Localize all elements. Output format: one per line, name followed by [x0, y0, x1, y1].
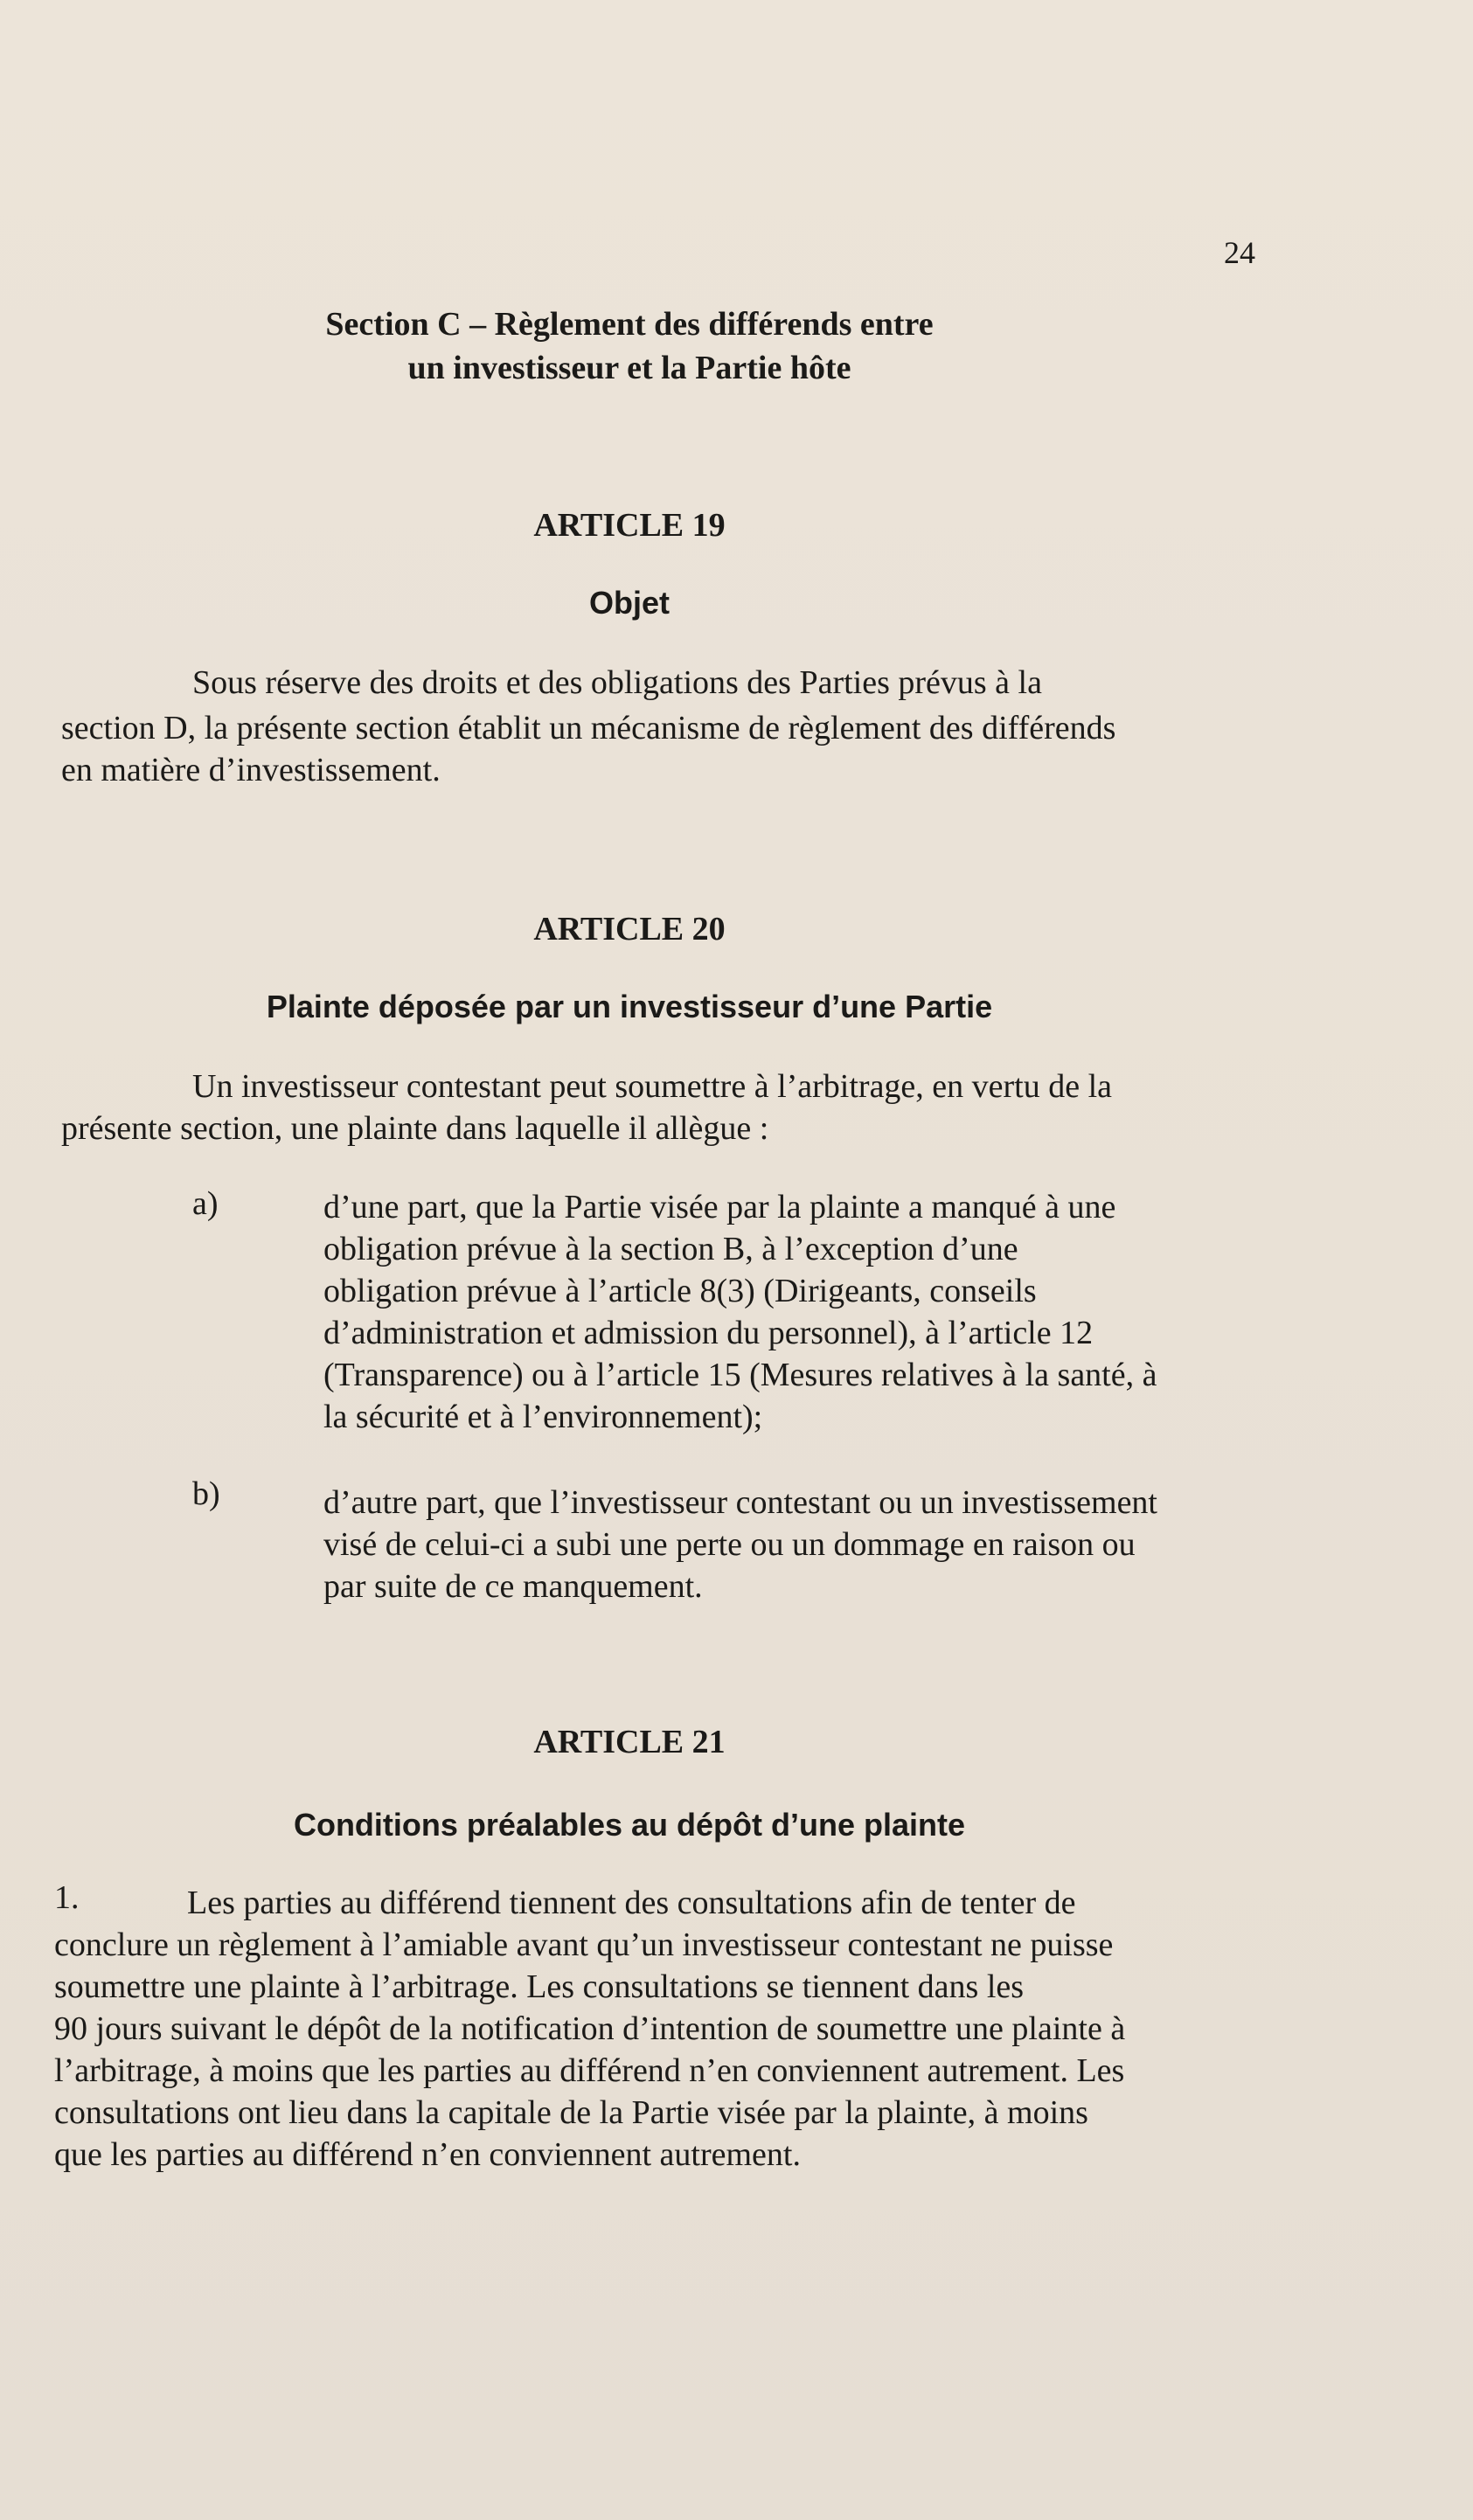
article-20-subheading: Plainte déposée par un investisseur d’une Partie — [266, 989, 993, 1024]
article-20-item-a-line-4: d’administration et admission du personnel), à l’article 12 — [323, 1315, 1094, 1351]
article-19-line-1: Sous réserve des droits et des obligations des Parties prévus à la — [192, 664, 1042, 701]
article-21-paragraph-1-line-7: que les parties au différend n’en conviennent autrement. — [54, 2136, 801, 2173]
article-20-item-b-line-2: visé de celui-ci a subi une perte ou un dommage en raison ou — [323, 1526, 1136, 1563]
article-19-line-2: section D, la présente section établit un mécanisme de règlement des différends — [61, 710, 1116, 746]
article-21-paragraph-1-line-6: consultations ont lieu dans la capitale de la Partie visée par la plainte, à moins — [54, 2094, 1088, 2131]
article-21-paragraph-1-number: 1. — [54, 1879, 80, 1916]
article-20-item-b-label: b) — [192, 1475, 220, 1512]
article-20-item-a-line-1: d’une part, que la Partie visée par la plainte a manqué à une — [323, 1189, 1116, 1225]
section-title-line-2: un investisseur et la Partie hôte — [407, 350, 851, 386]
article-21-paragraph-1-line-4: 90 jours suivant le dépôt de la notification d’intention de soumettre une plainte à — [54, 2010, 1126, 2047]
article-21-paragraph-1-line-1: Les parties au différend tiennent des consultations afin de tenter de — [187, 1885, 1076, 1921]
section-title-line-1: Section C – Règlement des différends entre — [325, 306, 934, 343]
article-20-item-b-line-1: d’autre part, que l’investisseur contestant ou un investissement — [323, 1484, 1157, 1521]
article-19-heading: ARTICLE 19 — [533, 507, 726, 544]
article-20-intro-line-1: Un investisseur contestant peut soumettre à l’arbitrage, en vertu de la — [192, 1068, 1113, 1105]
article-20-item-a-line-6: la sécurité et à l’environnement); — [323, 1399, 763, 1435]
article-19-line-3: en matière d’investissement. — [61, 752, 441, 788]
article-21-subheading: Conditions préalables au dépôt d’une plainte — [293, 1807, 966, 1843]
article-20-item-a-line-2: obligation prévue à la section B, à l’exception d’une — [323, 1231, 1018, 1267]
page-number: 24 — [1224, 235, 1255, 270]
article-21-heading: ARTICLE 21 — [533, 1724, 726, 1760]
article-21-paragraph-1-line-3: soumettre une plainte à l’arbitrage. Les consultations se tiennent dans les — [54, 1968, 1025, 2005]
article-20-intro-line-2: présente section, une plainte dans laquelle il allègue : — [61, 1110, 769, 1147]
article-21-paragraph-1-line-2: conclure un règlement à l’amiable avant qu’un investisseur contestant ne puisse — [54, 1926, 1114, 1963]
article-20-item-a-line-3: obligation prévue à l’article 8(3) (Dirigeants, conseils — [323, 1273, 1037, 1309]
article-19-subheading: Objet — [588, 585, 670, 621]
article-20-item-b-line-3: par suite de ce manquement. — [323, 1568, 703, 1605]
article-21-paragraph-1-line-5: l’arbitrage, à moins que les parties au différend n’en conviennent autrement. Les — [54, 2052, 1125, 2089]
article-20-item-a-label: a) — [192, 1185, 219, 1222]
article-20-heading: ARTICLE 20 — [533, 911, 726, 948]
article-20-item-a-line-5: (Transparence) ou à l’article 15 (Mesures relatives à la santé, à — [323, 1357, 1157, 1393]
